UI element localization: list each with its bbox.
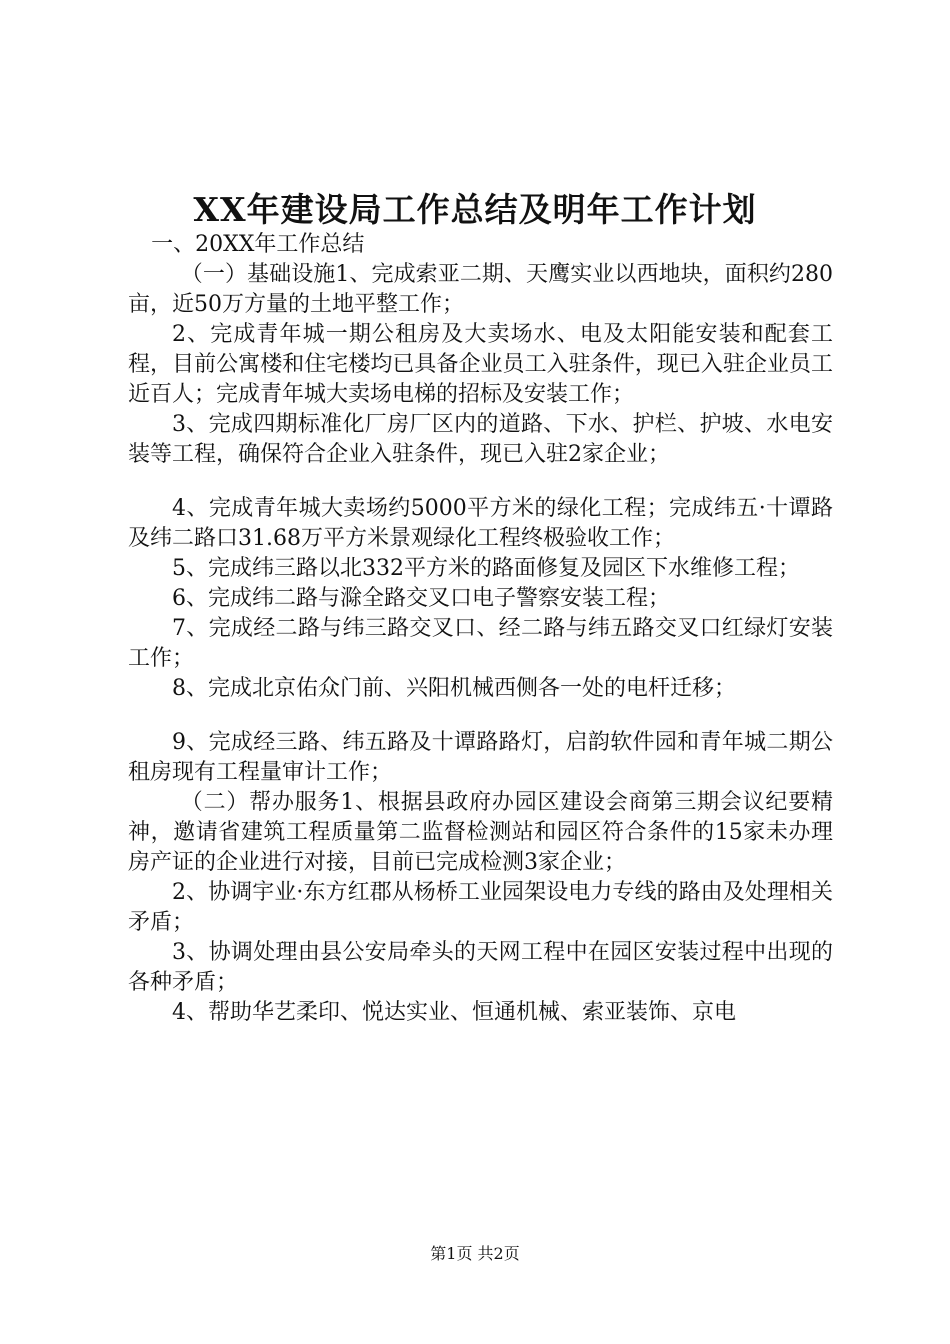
spacer	[128, 470, 833, 494]
document-title: XX年建设局工作总结及明年工作计划	[193, 190, 757, 229]
paragraph: 8、完成北京佑众门前、兴阳机械西侧各一处的电杆迁移；	[172, 676, 736, 701]
paragraph: 4、帮助华艺柔印、悦达实业、恒通机械、索亚装饰、京电	[172, 1000, 736, 1025]
paragraph: 2、完成青年城一期公租房及大卖场水、电及太阳能安装和配套工程，目前公寓楼和住宅楼均已具备企业员工入驻条件，现已入驻企业员工近百人；完成青年城大卖场电梯的招标及安装工作；	[128, 322, 833, 407]
paragraph: 7、完成经二路与纬三路交叉口、经二路与纬五路交叉口红绿灯安装工作；	[128, 616, 833, 671]
paragraph: 4、完成青年城大卖场约5000平方米的绿化工程；完成纬五·十谭路及纬二路口31.68万平方米景观绿化工程终极验收工作；	[128, 496, 833, 551]
document-body	[128, 230, 833, 1028]
paragraph: （二）帮办服务1、根据县政府办园区建设会商第三期会议纪要精神，邀请省建筑工程质量第二监督检测站和园区符合条件的15家未办理房产证的企业进行对接，目前已完成检测3家企业；	[128, 790, 833, 875]
paragraph: （一）基础设施1、完成索亚二期、天鹰实业以西地块，面积约280亩，近50万方量的土地平整工作；	[128, 262, 833, 317]
page-number: 第1页 共2页	[430, 1244, 520, 1263]
paragraph: 5、完成纬三路以北332平方米的路面修复及园区下水维修工程；	[172, 556, 800, 581]
paragraph: 9、完成经三路、纬五路及十谭路路灯，启韵软件园和青年城二期公租房现有工程量审计工作；	[128, 730, 833, 785]
section-heading: 一、20XX年工作总结	[151, 232, 365, 257]
paragraph: 3、协调处理由县公安局牵头的天网工程中在园区安装过程中出现的各种矛盾；	[128, 940, 833, 995]
paragraph: 3、完成四期标准化厂房厂区内的道路、下水、护栏、护坡、水电安装等工程，确保符合企业入驻条件，现已入驻2家企业；	[128, 412, 833, 467]
paragraph: 2、协调宇业·东方红郡从杨桥工业园架设电力专线的路由及处理相关矛盾；	[128, 880, 833, 935]
paragraph: 6、完成纬二路与滁全路交叉口电子警察安装工程；	[172, 586, 670, 611]
spacer	[128, 704, 833, 728]
